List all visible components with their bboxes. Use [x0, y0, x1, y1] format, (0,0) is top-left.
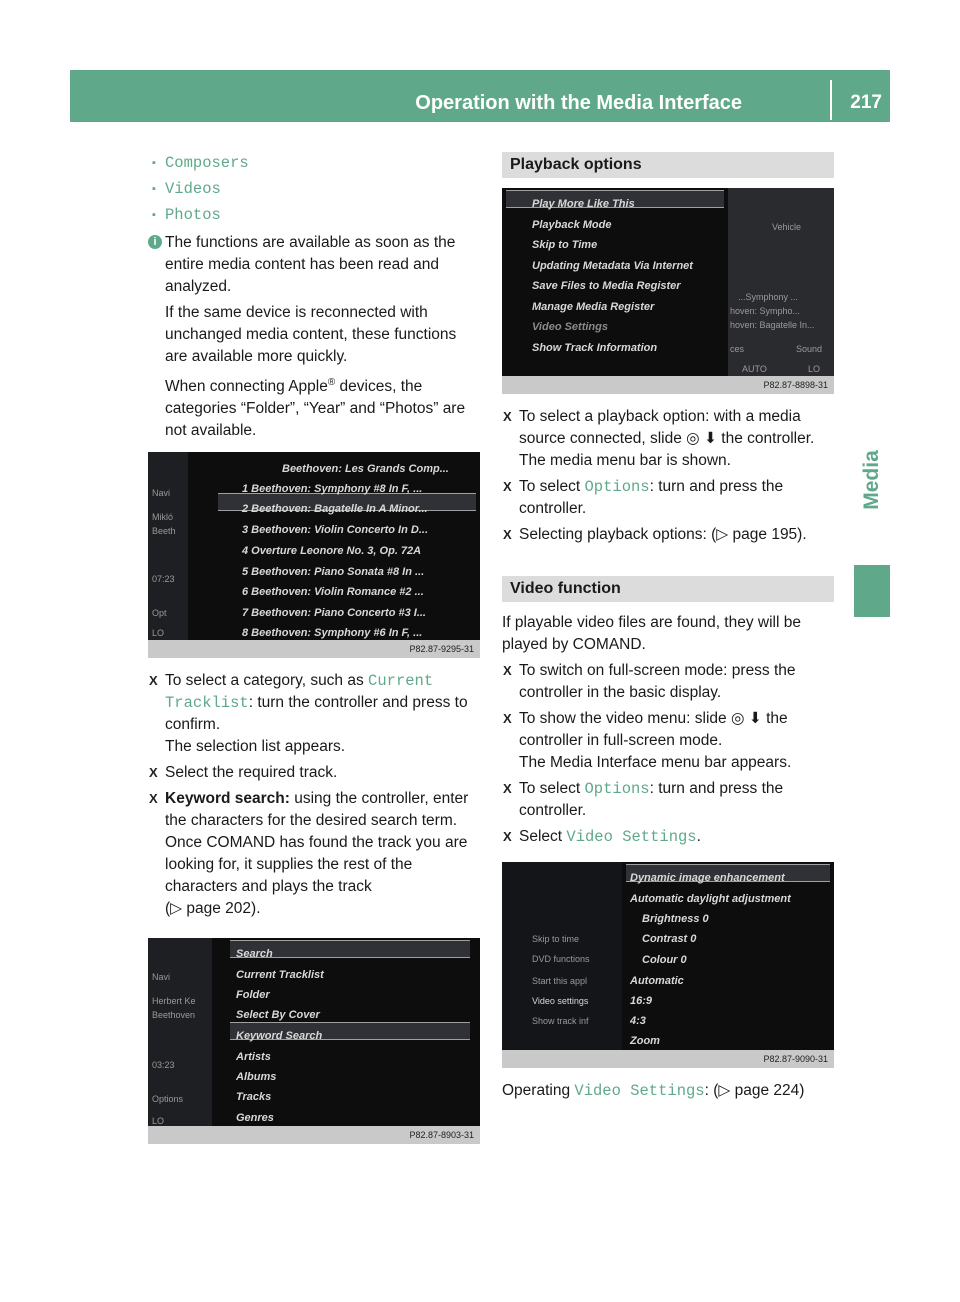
instruction-step: X To select Options: turn and press the controller.	[502, 778, 834, 822]
screen-track: 2 Beethoven: Bagatelle In A Minor...	[242, 503, 428, 516]
controller-slide-icon: ◎ ⬇	[686, 430, 717, 447]
screen-menu-item: Manage Media Register	[532, 301, 655, 313]
screen-side-item: Navi	[152, 972, 171, 983]
header-divider	[830, 80, 832, 120]
screenshot-playback-options	[502, 188, 834, 394]
info-icon: i	[148, 235, 162, 249]
screen-menu-item: Show Track Information	[532, 342, 658, 354]
side-tab	[854, 420, 890, 540]
screen-menu-item: Albums	[236, 1071, 277, 1084]
screen-side-item: Vehicle	[772, 222, 802, 232]
screen-side-item: Mikló	[152, 512, 174, 523]
screen-menu-item: Save Files to Media Register	[532, 280, 681, 292]
instruction-step: X Keyword search: using the controller, enter the characters for the desired search term. Once COMAND has found the track you are looking for, it supplies the rest of the characters and plays the track (▷ page 202).	[148, 788, 482, 920]
screen-side-item: Video settings	[532, 996, 589, 1006]
section-heading: Video function	[502, 576, 834, 602]
screenshot-video-settings	[502, 862, 834, 1068]
operating-note: Operating Video Settings: (▷ page 224)	[502, 1082, 805, 1100]
screen-side-item: hoven: Sympho...	[730, 306, 801, 316]
screen-track: 1 Beethoven: Symphony #8 In F, ...	[242, 483, 423, 496]
screen-side-item: DVD functions	[532, 954, 590, 964]
screen-menu-item: Play More Like This	[532, 198, 635, 210]
instruction-step: X To show the video menu: slide ◎ ⬇ the controller in full-screen mode. The Media Interface menu bar appears.	[502, 708, 834, 774]
screen-menu-item: Search	[236, 948, 273, 961]
screen-side-item: Beethoven	[152, 1010, 196, 1021]
screen-menu-item: Keyword Search	[236, 1030, 323, 1043]
screen-track: 3 Beethoven: Violin Concerto In D...	[242, 524, 429, 537]
code-options: Options	[584, 780, 650, 798]
code-video-settings: Video Settings	[574, 1082, 705, 1100]
screen-menu-item: Artists	[236, 1051, 271, 1064]
screenshot-tracklist	[148, 452, 480, 658]
screen-track: 4 Overture Leonore No. 3, Op. 72A	[242, 545, 422, 558]
info-note	[148, 232, 482, 442]
category-photos: Photos	[165, 206, 221, 224]
screen-side-item: LO	[152, 1116, 165, 1127]
screen-caption: P82.87-9295-31	[148, 640, 480, 658]
list-item	[148, 178, 482, 200]
left-column	[148, 152, 482, 1156]
screen-side-item: Options	[152, 1094, 184, 1105]
list-item	[148, 204, 482, 226]
screen-side-item: Opt	[152, 608, 167, 619]
instruction-step: X Select the required track.	[148, 762, 482, 784]
instruction-step: X Select Video Settings.	[502, 826, 834, 848]
side-tab-label: Media	[860, 450, 884, 510]
screen-menu-item: Dynamic image enhancement	[630, 872, 785, 884]
instruction-step: X To select a category, such as Current Tracklist: turn the controller and press to confirm. The selection list appears.	[148, 670, 482, 758]
screen-menu-item: Automatic	[630, 975, 684, 987]
info-paragraph: When connecting Apple® devices, the categories “Folder”, “Year” and “Photos” are not available.	[165, 377, 466, 440]
controller-slide-icon: ◎ ⬇	[730, 710, 762, 727]
screen-menu-item: 4:3	[630, 1015, 646, 1027]
chapter-title: Operation with the Media Interface	[415, 92, 742, 114]
screen-menu-item: Video Settings	[532, 321, 608, 333]
screen-menu-item: Automatic daylight adjustment	[630, 893, 791, 905]
screen-menu-item: Genres	[236, 1112, 274, 1125]
page-header	[70, 70, 890, 122]
screen-side-item: LO	[808, 364, 821, 374]
screen-side-item: Beeth	[152, 526, 176, 537]
instruction-step: X To select Options: turn and press the controller.	[502, 476, 834, 520]
code-options: Options	[584, 478, 650, 496]
screen-side-item: LO	[152, 628, 165, 639]
screen-menu-item: Select By Cover	[236, 1009, 320, 1022]
side-tab-marker	[854, 565, 890, 617]
section-heading: Playback options	[502, 152, 834, 178]
screen-menu-item: Tracks	[236, 1091, 272, 1104]
screen-header: Beethoven: Les Grands Comp...	[282, 463, 449, 476]
screen-side-item: Start this appl	[532, 976, 588, 986]
screen-side-item: hoven: Bagatelle In...	[730, 320, 815, 330]
video-intro: If playable video files are found, they will be played by COMAND.	[502, 614, 801, 653]
screen-track: 5 Beethoven: Piano Sonata #8 In ...	[242, 566, 425, 579]
info-paragraph: The functions are available as soon as the entire media content has been read and analyzed.	[165, 234, 456, 295]
page-number: 217	[850, 92, 882, 113]
screen-caption: P82.87-9090-31	[502, 1050, 834, 1068]
instruction-step: X To switch on full-screen mode: press the controller in the basic display.	[502, 660, 834, 704]
category-videos: Videos	[165, 180, 221, 198]
screen-track: 8 Beethoven: Symphony #6 In F, ...	[242, 627, 423, 640]
screen-side-item: AUTO	[742, 364, 767, 374]
screen-menu-item: Contrast 0	[642, 933, 697, 945]
screen-track: 6 Beethoven: Violin Romance #2 ...	[242, 586, 424, 599]
code-video-settings: Video Settings	[566, 828, 697, 846]
screen-side-item: Navi	[152, 488, 171, 499]
instruction-step: X To select a playback option: with a media source connected, slide ◎ ⬇ the controller. The media menu bar is shown.	[502, 406, 834, 472]
screen-side-item: Herbert Ke	[152, 996, 196, 1007]
screen-menu-item: Folder	[236, 989, 270, 1002]
screen-caption: P82.87-8903-31	[148, 1126, 480, 1144]
screen-caption: P82.87-8898-31	[502, 376, 834, 394]
instruction-step: X Selecting playback options: (▷ page 195).	[502, 524, 834, 546]
screen-menu-item: Playback Mode	[532, 219, 612, 231]
screenshot-search-menu	[148, 938, 480, 1144]
screen-menu-item: Updating Metadata Via Internet	[532, 260, 693, 272]
list-item	[148, 152, 482, 174]
screen-menu-item: Zoom	[630, 1035, 660, 1047]
screen-side-item: Skip to time	[532, 934, 580, 944]
screen-side-item: ...Symphony ...	[738, 292, 799, 302]
screen-menu-item: Brightness 0	[642, 913, 709, 925]
screen-menu-item: 16:9	[630, 995, 653, 1007]
screen-side-item: ces	[730, 344, 745, 354]
right-column	[502, 152, 834, 1106]
screen-side-item: 03:23	[152, 1060, 175, 1071]
screen-menu-item: Skip to Time	[532, 239, 598, 251]
screen-side-item: Show track inf	[532, 1016, 589, 1026]
screen-menu-item: Current Tracklist	[236, 969, 324, 982]
code-current-tracklist: Current Tracklist	[165, 672, 434, 713]
screen-side-item: Sound	[796, 344, 823, 354]
category-composers: Composers	[165, 154, 249, 172]
screen-menu-item: Colour 0	[642, 954, 687, 966]
screen-side-item: 07:23	[152, 574, 175, 585]
screen-track: 7 Beethoven: Piano Concerto #3 I...	[242, 607, 426, 620]
info-paragraph: If the same device is reconnected with unchanged media content, these functions are available more quickly.	[165, 304, 457, 365]
